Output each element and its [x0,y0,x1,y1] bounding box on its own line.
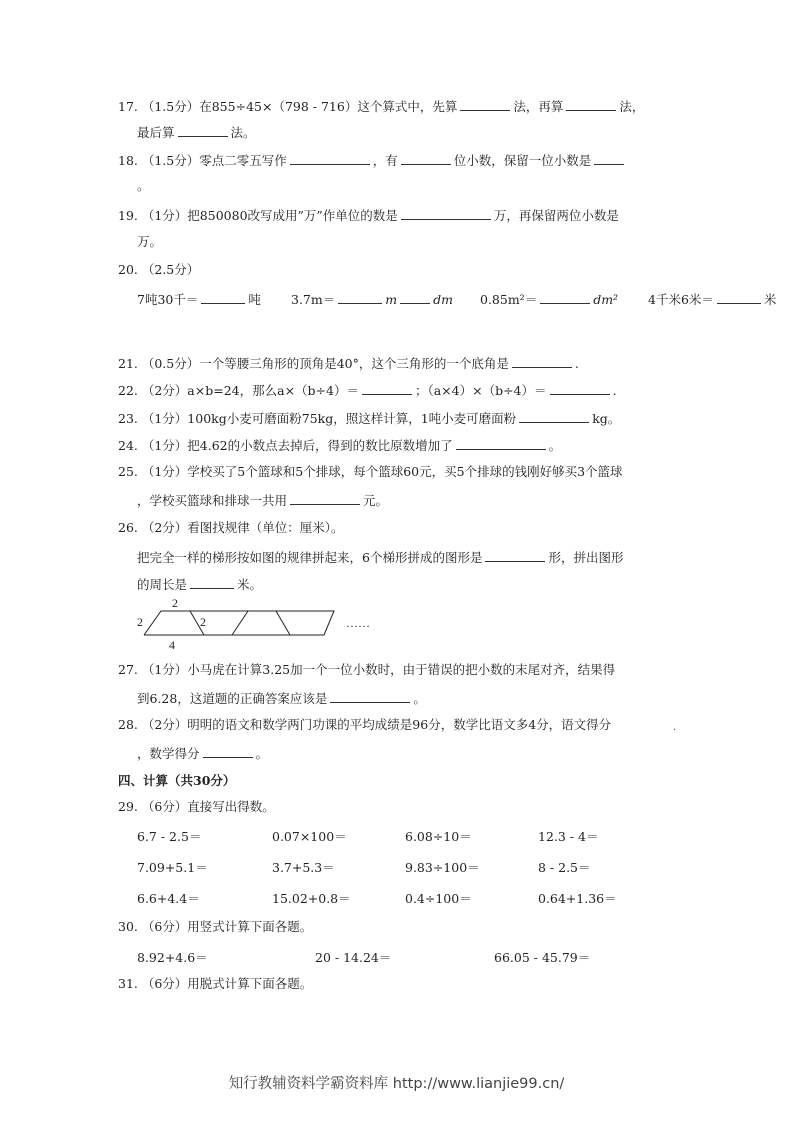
question-28-line2: ，数学得分 。 [137,746,269,761]
calc-item: 0.64+1.36＝ [538,891,617,906]
question-24: 24. （1分）把4.62的小数点去掉后，得到的数比原数增加了 。 [118,438,562,453]
figure-label-bottom: 4 [169,638,175,652]
question-22: 22. （2分）a×b=24，那么a×（b÷4）＝ ；（a×4）×（b÷4）＝ . [118,383,617,398]
answer-blank[interactable] [401,152,451,165]
answer-blank[interactable] [190,576,234,589]
question-23: 23. （1分）100kg小麦可磨面粉75kg，照这样计算，1吨小麦可磨面粉 kg。 [118,411,621,426]
question-25-line1: 25. （1分）学校买了5个篮球和5个排球，每个篮球60元，买5个排球的钱刚好够买3个篮球 [118,464,623,479]
question-25-line2: ，学校买篮球和排球一共用 元。 [137,493,389,508]
calc-item: 6.6+4.4＝ [137,891,200,906]
answer-blank[interactable] [400,291,430,304]
answer-blank[interactable] [338,291,382,304]
answer-blank[interactable] [519,410,589,423]
answer-blank[interactable] [512,355,572,368]
calc-item: 66.05 - 45.79＝ [494,950,591,965]
stray-mark: . [673,722,677,733]
question-26-line2: 把完全一样的梯形按如图的规律拼起来，6个梯形拼成的图形是 形，拼出图形 [137,550,624,565]
question-29-title: 29. （6分）直接写出得数。 [118,799,275,814]
answer-blank[interactable] [178,124,228,137]
question-20-item2: 3.7m＝ m dm [291,292,453,307]
answer-blank[interactable] [594,152,624,165]
figure-label-left: 2 [137,615,143,629]
question-18-line1: 18. （1.5分）零点二零五写作 ，有 位小数，保留一位小数是 [118,152,627,169]
calc-item: 6.08÷10＝ [405,829,472,844]
question-20-item3: 0.85m²＝ dm² [480,292,619,307]
calc-item: 8.92+4.6＝ [137,950,208,965]
answer-blank[interactable] [203,745,253,758]
question-30-title: 30. （6分）用竖式计算下面各题。 [118,919,313,934]
answer-blank[interactable] [550,382,610,395]
answer-blank[interactable] [401,207,491,220]
calc-item: 20 - 14.24＝ [315,950,392,965]
answer-blank[interactable] [485,549,545,562]
answer-blank[interactable] [290,492,360,505]
calc-item: 12.3 - 4＝ [538,829,599,844]
question-20-item4: 4千米6米＝ 米 [648,292,777,307]
question-17-line2: 最后算 法。 [137,125,256,140]
question-21: 21. （0.5分）一个等腰三角形的顶角是40°，这个三角形的一个底角是 . [118,356,579,371]
answer-blank[interactable] [362,382,412,395]
question-19-line2: 万。 [137,234,163,249]
trapezoid-outline [144,611,334,635]
trapezoid-divider [276,611,290,635]
footer-watermark: 知行教辅资料学霸资料库 http://www.lianjie99.cn/ [228,1076,565,1092]
question-26-title: 26. （2分）看图找规律（单位：厘米）。 [118,520,344,535]
question-28-line1: 28. （2分）明明的语文和数学两门功课的平均成绩是96分，数学比语文多4分，语文得分 [118,717,612,732]
answer-blank[interactable] [330,690,410,703]
question-26-line3: 的周长是 米。 [137,577,263,592]
calc-item: 7.09+5.1＝ [137,860,208,875]
question-31-title: 31. （6分）用脱式计算下面各题。 [118,976,313,991]
section-heading: 四、计算（共30分） [118,773,236,788]
question-18-line2: 。 [137,178,150,193]
figure-label-inner: 2 [200,615,206,629]
answer-blank[interactable] [460,98,510,111]
answer-blank[interactable] [717,291,761,304]
question-19-line1: 19. （1分）把850080改写成用”万”作单位的数是 万，再保留两位小数是 [118,208,619,223]
calc-item: 0.07×100＝ [272,829,347,844]
calc-item: 15.02+0.8＝ [272,891,351,906]
answer-blank[interactable] [456,437,546,450]
answer-blank[interactable] [201,291,245,304]
answer-blank[interactable] [290,152,370,165]
calc-item: 9.83÷100＝ [405,860,480,875]
answer-blank[interactable] [540,291,590,304]
trapezoid-pattern-figure [136,596,386,655]
question-20-item1: 7吨30千＝ 吨 [137,292,261,307]
question-20-title: 20. （2.5分） [118,262,200,277]
question-27-line1: 27. （1分）小马虎在计算3.25加一个一位小数时，由于错误的把小数的末尾对齐，结果得 [118,662,616,677]
calc-item: 3.7+5.3＝ [272,860,335,875]
question-17-line1: 17. （1.5分）在855÷45×（798 - 716）这个算式中，先算 法，再算 法， [118,99,645,114]
question-27-line2: 到6.28，这道题的正确答案应该是 。 [137,691,426,706]
calc-item: 0.4÷100＝ [405,891,472,906]
calc-item: 8 - 2.5＝ [538,860,591,875]
figure-continuation-dots: …… [346,616,370,630]
figure-label-top: 2 [172,596,178,610]
trapezoid-divider [232,611,248,635]
answer-blank[interactable] [566,98,616,111]
calc-item: 6.7 - 2.5＝ [137,829,202,844]
